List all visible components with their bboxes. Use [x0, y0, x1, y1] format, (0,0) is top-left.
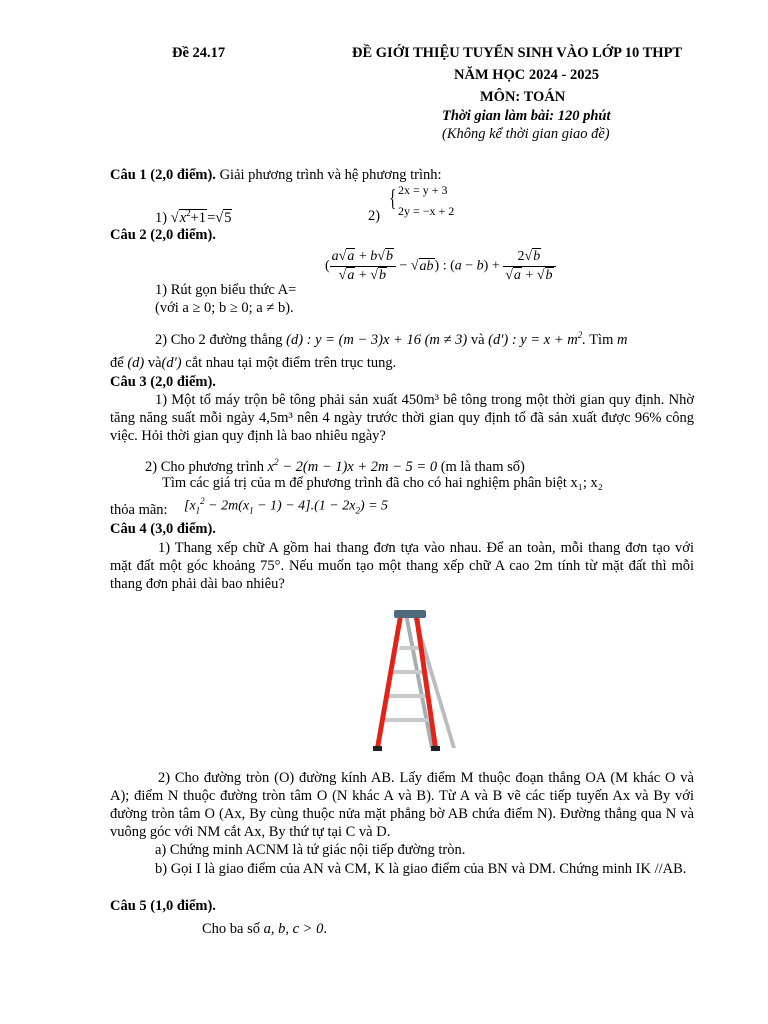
q1-part2-label: 2) [368, 208, 381, 224]
q3-part2-start: 2) Cho phương trình [145, 458, 265, 475]
q1-part1 [155, 204, 232, 227]
line-d-prime-eq: (d′) : $y = x + m^2$. [488, 330, 586, 348]
q2-part2-line1 [155, 326, 627, 349]
q1-title: Câu 1 (2,0 điểm). [110, 167, 216, 183]
q1-part1-label: 1) [155, 209, 168, 226]
q4-part1: 1) Thang xếp chữ A gồm hai thang đơn tựa vào nhau. Để an toàn, mỗi thang đơn tạo với mặt đất một góc khoảng 75°. Nếu muốn tạo một thang xếp chữ A cao 2m tính từ mặt đất thì mỗi thang đơn phải dài bao nhiêu? [110, 540, 694, 592]
ladder-left-rail [375, 616, 403, 748]
q4-part-b: b) Gọi I là giao điểm của AN và CM, K là giao điểm của BN và DM. Chứng minh IK //AB. [155, 861, 687, 877]
ladder-image [370, 608, 462, 753]
line-d-eq: (d) : y = (m − 3)x + 16 (m ≠ 3) [286, 331, 468, 348]
q2-end: cắt nhau tại một điểm trên trục tung. [185, 355, 397, 371]
q1-system-line1: 2x = y + 3 [398, 183, 448, 197]
ladder-foot [431, 746, 440, 751]
school-year: NĂM HỌC 2024 - 2025 [454, 67, 599, 83]
q2-de: để [110, 355, 124, 371]
q5-title: Câu 5 (1,0 điểm). [110, 898, 216, 914]
q2-title: Câu 2 (2,0 điểm). [110, 227, 216, 243]
q1-text: Giải phương trình và hệ phương trình: [219, 167, 442, 183]
exam-title: ĐỀ GIỚI THIỆU TUYỂN SINH VÀO LỚP 10 THPT [352, 45, 683, 61]
q5-condition: a, b, c > 0 [263, 921, 324, 937]
q2-expression: ( $\frac{a√a + b√b}{√a + √b}$ − √ab) : (a − b) + $\frac{2√b}{√a + √b}$ [325, 248, 556, 285]
q2-va: và [147, 355, 162, 371]
q3-title: Câu 3 (2,0 điểm). [110, 374, 216, 390]
q3-param: (m là tham số) [440, 458, 525, 475]
q5-text: Cho ba số [202, 921, 260, 937]
q2-part2-line2: để (d) và(d′) cắt nhau tại một điểm trên trục tung. [110, 355, 397, 371]
exam-code: Đề 24.17 [172, 45, 226, 61]
q3-part2-line2: Tìm các giá trị của m để phương trình đã cho có hai nghiệm phân biệt x₁; x₂ [162, 475, 603, 491]
q2-part1-text: 1) Rút gọn biểu thức A= [155, 282, 297, 298]
system-brace: { [389, 186, 397, 212]
q1-system-line2: 2y = −x + 2 [398, 204, 455, 218]
subject: MÔN: TOÁN [480, 89, 566, 105]
ladder-rung [393, 670, 423, 674]
q2-find: Tìm [589, 331, 614, 348]
ladder-foot [373, 746, 382, 751]
q4-part2: 2) Cho đường tròn (O) đường kính AB. Lấy điểm M thuộc đoạn thẳng OA (M khác O và A); điểm N thuộc đường tròn tâm O (N khác A và B). Từ A và B vẽ các tiếp tuyến Ax và By với đường tròn tâm O (Ax, By cùng thuộc nửa mặt phẳng bờ AB chứa điểm N). Đường thẳng qua N và vuông góc với NM cắt Ax, By thứ tự tại C và D. [110, 770, 694, 840]
q3-equation: $x^2 - 2(m - 1)x + 2m - 5 = 0$ [267, 457, 438, 475]
q3-part1: 1) Một tổ máy trộn bê tông phải sản xuất 450m³ bê tông trong một thời gian quy định. Nhờ tăng năng suất mỗi ngày 4,5m³ nên 4 ngày trước thời gian quy định tổ đã sản xuất được 96% công việc. Hỏi thời gian quy định là bao nhiêu ngày? [110, 392, 694, 444]
q3-part2-line1 [145, 453, 525, 476]
q3-satisfy: thỏa mãn: [110, 502, 168, 518]
q2-and: và [470, 331, 485, 348]
ladder-top-cap [394, 610, 426, 618]
time-limit: Thời gian làm bài: 120 phút [442, 108, 611, 124]
q5-line: Cho ba số a, b, c > 0. [202, 921, 327, 937]
q2-part1-cond: (với a ≥ 0; b ≥ 0; a ≠ b). [155, 300, 294, 316]
q4-part-a: a) Chứng minh ACNM là tứ giác nội tiếp đường tròn. [155, 842, 466, 858]
ladder-rung [382, 718, 431, 722]
q4-title: Câu 4 (3,0 điểm). [110, 521, 216, 537]
time-note: (Không kể thời gian giao đề) [442, 126, 610, 142]
ladder-rung [399, 646, 419, 650]
q2-m: m [617, 331, 628, 348]
q2-part2-start: 2) Cho 2 đường thẳng [155, 331, 283, 348]
q1-equation: $√x^2+1=√5$ [170, 208, 232, 226]
ladder-rung [387, 694, 427, 698]
q3-condition: $[x_1^2 - 2m(x_1 - 1) - 4].(1 - 2x_2) = 5$ [184, 496, 389, 516]
